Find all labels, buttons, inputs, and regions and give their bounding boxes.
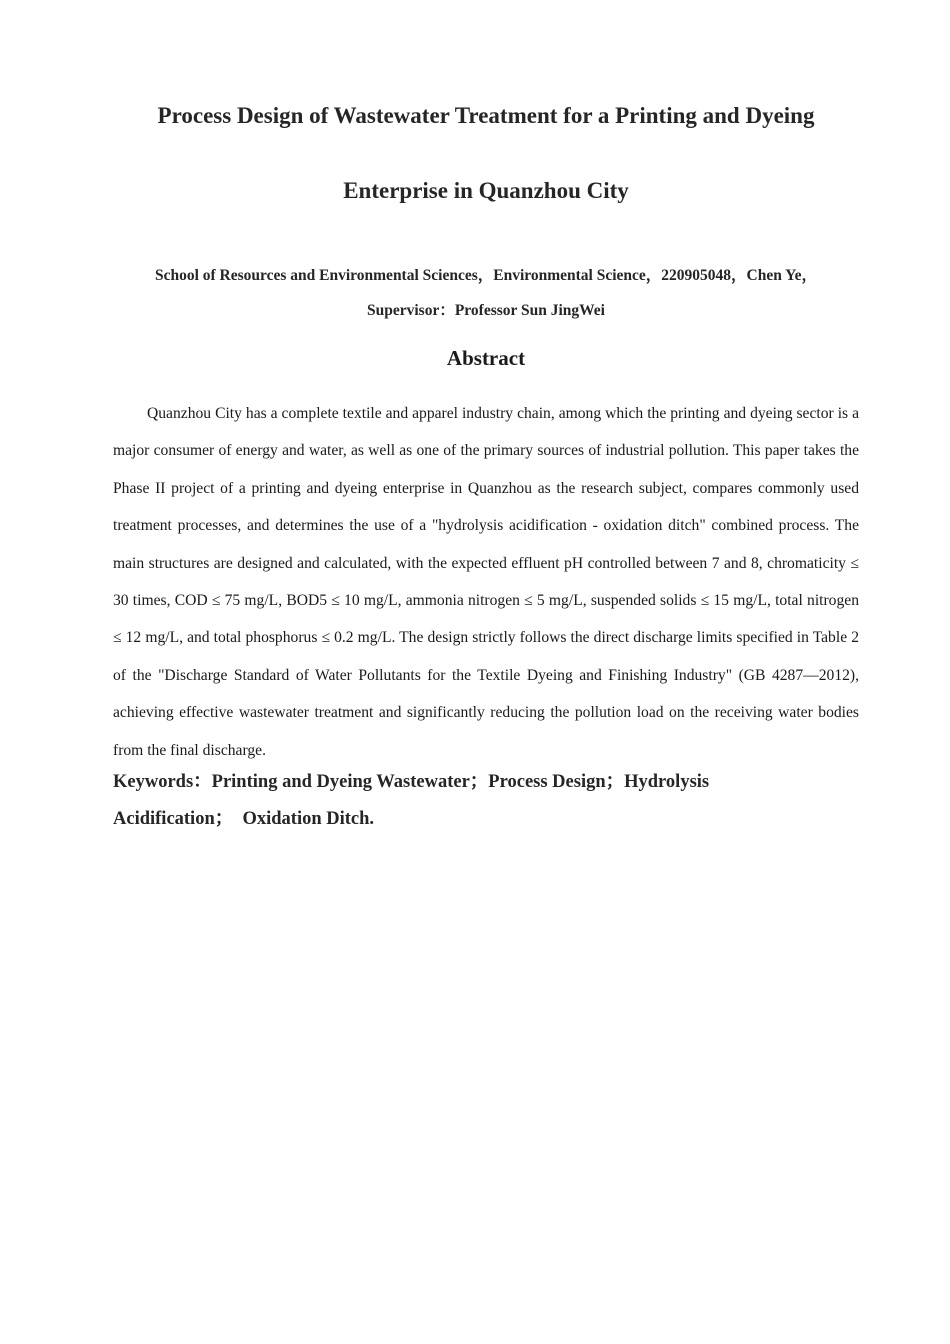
paper-title-line-1: Process Design of Wastewater Treatment for a Printing and Dyeing [157, 103, 815, 128]
abstract-heading: Abstract [446, 346, 526, 370]
keywords-line-1: Keywords：Printing and Dyeing Wastewater；Process Design；Hydrolysis [113, 772, 710, 792]
author-affiliation: School of Resources and Environmental Sciences，Environmental Science，220905048，Chen Ye， [154, 267, 818, 284]
keywords-line-2: Acidification； Oxidation Ditch. [113, 809, 375, 829]
abstract-body: Quanzhou City has a complete textile and apparel industry chain, among which the printing and dyeing sector is a major consumer of energy and water, as well as one of the primary sources of industrial pollution. This paper takes the Phase II project of a printing and dyeing enterprise in Quanzhou as the research subject, compares commonly used treatment processes, and determines the use of a "hydrolysis acidification - oxidation ditch" combined process. The main structures are designed and calculated, with the expected effluent pH controlled between 7 and 8, chromaticity ≤ 30 times, COD ≤ 75 mg/L, BOD5 ≤ 10 mg/L, ammonia nitrogen ≤ 5 mg/L, suspended solids ≤ 15 mg/L, total nitrogen ≤ 12 mg/L, and total phosphorus ≤ 0.2 mg/L. The design strictly follows the direct discharge limits specified in Table 2 of the "Discharge Standard of Water Pollutants for the Textile Dyeing and Finishing Industry" (GB 4287—2012), achieving effective wastewater treatment and significantly reducing the pollution load on the receiving water bodies from the final discharge. [113, 405, 859, 759]
supervisor-line: Supervisor：Professor Sun JingWei [367, 302, 605, 319]
paper-title-line-2: Enterprise in Quanzhou City [343, 178, 629, 203]
keywords [113, 764, 859, 838]
